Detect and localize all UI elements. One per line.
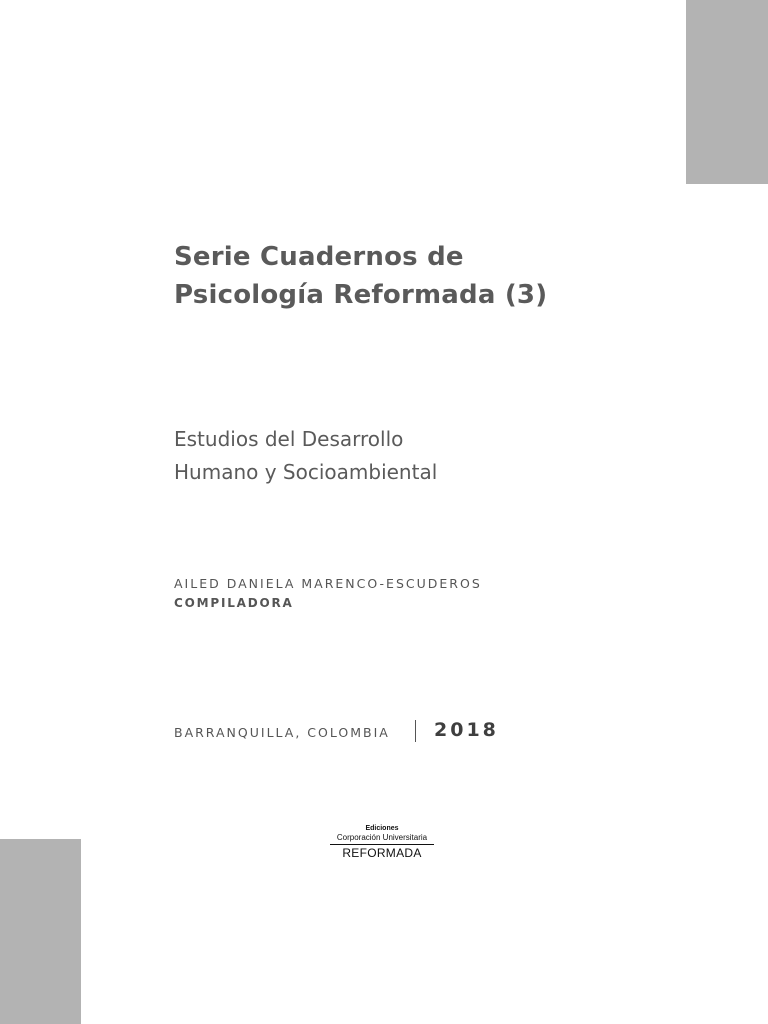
- author-role: COMPILADORA: [174, 596, 294, 610]
- publisher-logo-line-1: Ediciones: [365, 825, 399, 832]
- publication-place: BARRANQUILLA, COLOMBIA: [174, 725, 390, 740]
- decorative-gray-block-top: [686, 0, 768, 184]
- series-title-line-2: Psicología Reformada (3): [174, 280, 548, 310]
- publisher-logo-rule: [330, 844, 434, 845]
- publisher-logo-line-2: Corporación Universitaria: [336, 833, 428, 842]
- series-title-line-1: Serie Cuadernos de: [174, 242, 464, 272]
- book-subtitle-line-2: Humano y Socioambiental: [174, 460, 438, 484]
- book-subtitle: [174, 423, 437, 489]
- decorative-gray-block-bottom: [0, 839, 81, 1024]
- book-subtitle-line-1: Estudios del Desarrollo: [174, 427, 404, 451]
- publisher-logo-line-3: REFORMADA: [342, 846, 422, 860]
- publication-year: 2018: [434, 719, 499, 741]
- publisher-logo: [330, 824, 434, 860]
- author-name: AILED DANIELA MARENCO-ESCUDEROS: [174, 576, 482, 591]
- divider: [415, 720, 416, 742]
- series-title: [174, 238, 547, 314]
